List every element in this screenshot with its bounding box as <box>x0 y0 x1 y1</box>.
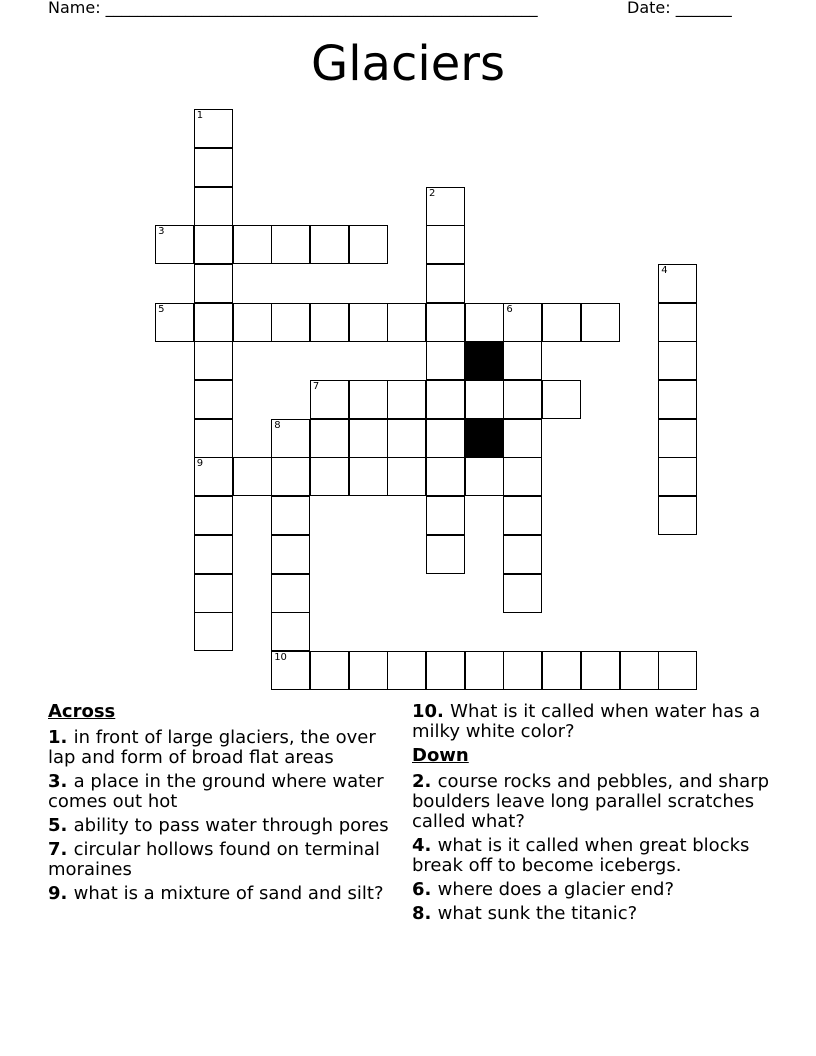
crossword-cell[interactable] <box>503 651 542 690</box>
crossword-cell[interactable] <box>310 457 349 496</box>
clue-number-label: 7 <box>312 381 320 392</box>
down-clue-list <box>412 772 772 924</box>
crossword-cell[interactable] <box>426 651 465 690</box>
date-field-label: Date: _______ <box>627 0 732 17</box>
crossword-cell[interactable] <box>194 264 233 303</box>
crossword-cell[interactable] <box>194 303 233 342</box>
crossword-cell[interactable] <box>658 264 697 303</box>
crossword-cell[interactable] <box>658 341 697 380</box>
across-clue-list <box>48 728 408 904</box>
clue-text: course rocks and pebbles, and sharp boulders leave long parallel scratches called what? <box>412 771 770 832</box>
down-clue <box>412 880 772 900</box>
crossword-cell[interactable] <box>503 535 542 574</box>
across-clue <box>412 702 772 742</box>
crossword-cell[interactable] <box>310 651 349 690</box>
crossword-cell[interactable] <box>233 303 272 342</box>
across-clue <box>48 840 408 880</box>
crossword-cell[interactable] <box>465 380 504 419</box>
clue-number: 9. <box>48 883 74 904</box>
across-clue <box>48 728 408 768</box>
crossword-cell[interactable] <box>658 380 697 419</box>
clue-number-label: 5 <box>158 303 165 315</box>
across-clue <box>48 816 408 836</box>
crossword-cell[interactable] <box>426 303 465 342</box>
crossword-cell[interactable] <box>271 419 310 458</box>
crossword-cell[interactable] <box>349 225 388 264</box>
across-clue-overflow <box>412 702 772 742</box>
crossword-cell[interactable] <box>620 651 659 690</box>
clue-number-label: 1 <box>196 110 204 122</box>
clue-number: 6. <box>412 879 438 900</box>
across-clue <box>48 772 408 812</box>
crossword-cell[interactable] <box>658 457 697 496</box>
crossword-cell[interactable] <box>658 419 697 458</box>
name-field-label: Name: ______________________________________________________ <box>48 0 538 17</box>
crossword-cell[interactable] <box>349 457 388 496</box>
page-title: Glaciers <box>311 36 505 92</box>
crossword-cell[interactable] <box>542 380 581 419</box>
crossword-cell[interactable] <box>581 303 620 342</box>
clue-text: in front of large glaciers, the over lap and form of broad flat areas <box>48 727 376 768</box>
clues-left-column <box>48 702 408 908</box>
down-clue <box>412 772 772 832</box>
crossword-cell[interactable] <box>542 303 581 342</box>
clue-text: ability to pass water through pores <box>73 815 389 836</box>
clue-text: where does a glacier end? <box>437 879 675 900</box>
blocked-cell <box>465 419 504 458</box>
crossword-cell[interactable] <box>349 303 388 342</box>
crossword-cell[interactable] <box>271 457 310 496</box>
crossword-cell[interactable] <box>503 457 542 496</box>
crossword-cell[interactable] <box>271 303 310 342</box>
across-clue <box>48 884 408 904</box>
crossword-cell[interactable] <box>426 496 465 535</box>
crossword-cell[interactable] <box>581 651 620 690</box>
crossword-cell[interactable] <box>271 496 310 535</box>
crossword-cell[interactable] <box>194 612 233 651</box>
crossword-cell[interactable] <box>194 457 233 496</box>
clue-text: a place in the ground where water comes out hot <box>48 771 384 812</box>
crossword-cell[interactable] <box>349 651 388 690</box>
clue-text: circular hollows found on terminal moraines <box>48 839 380 880</box>
crossword-cell[interactable] <box>503 380 542 419</box>
clue-text: what sunk the titanic? <box>437 903 638 924</box>
crossword-cell[interactable] <box>233 225 272 264</box>
crossword-cell[interactable] <box>310 419 349 458</box>
clue-text: what is it called when great blocks break off to become icebergs. <box>412 835 750 876</box>
clue-number-label: 3 <box>158 226 165 238</box>
clue-number: 8. <box>412 903 438 924</box>
crossword-cell[interactable] <box>387 457 426 496</box>
clue-number: 7. <box>48 839 74 860</box>
crossword-cell[interactable] <box>271 574 310 613</box>
down-clue <box>412 836 772 876</box>
crossword-cell[interactable] <box>349 380 388 419</box>
crossword-cell[interactable] <box>387 419 426 458</box>
crossword-cell[interactable] <box>349 419 388 458</box>
crossword-cell[interactable] <box>426 380 465 419</box>
crossword-cell[interactable] <box>426 341 465 380</box>
crossword-cell[interactable] <box>503 574 542 613</box>
blocked-cell <box>465 341 504 380</box>
clue-number-label: 6 <box>506 303 513 315</box>
crossword-cell[interactable] <box>426 419 465 458</box>
crossword-cell[interactable] <box>194 187 233 226</box>
crossword-cell[interactable] <box>310 303 349 342</box>
crossword-cell[interactable] <box>426 457 465 496</box>
crossword-cell[interactable] <box>658 303 697 342</box>
down-clue <box>412 904 772 924</box>
clue-number-label: 8 <box>274 419 281 431</box>
clue-number: 3. <box>48 771 74 792</box>
crossword-cell[interactable] <box>503 341 542 380</box>
crossword-cell[interactable] <box>542 651 581 690</box>
clue-number-label: 2 <box>429 187 436 199</box>
clue-number: 5. <box>48 815 74 836</box>
crossword-cell[interactable] <box>194 496 233 535</box>
crossword-cell[interactable] <box>387 380 426 419</box>
crossword-cell[interactable] <box>194 225 233 264</box>
crossword-cell[interactable] <box>503 303 542 342</box>
clue-number-label: 9 <box>196 458 204 470</box>
clue-text: What is it called when water has a milky white color? <box>412 701 761 742</box>
clue-number-label: 10 <box>274 651 287 663</box>
crossword-cell[interactable] <box>465 457 504 496</box>
crossword-cell[interactable] <box>194 380 233 419</box>
crossword-cell[interactable] <box>310 380 349 419</box>
crossword-cell[interactable] <box>194 341 233 380</box>
clue-number: 10. <box>412 701 451 722</box>
crossword-cell[interactable] <box>503 496 542 535</box>
crossword-cell[interactable] <box>271 612 310 651</box>
clue-number-label: 4 <box>661 264 668 276</box>
crossword-cell[interactable] <box>465 651 504 690</box>
crossword-cell[interactable] <box>426 535 465 574</box>
crossword-cell[interactable] <box>155 225 194 264</box>
clues-right-column <box>412 702 772 928</box>
crossword-cell[interactable] <box>233 457 272 496</box>
across-heading: Across <box>48 701 116 722</box>
clue-number: 4. <box>412 835 438 856</box>
crossword-cell[interactable] <box>387 651 426 690</box>
crossword-cell[interactable] <box>194 535 233 574</box>
crossword-cell[interactable] <box>387 303 426 342</box>
crossword-cell[interactable] <box>658 651 697 690</box>
down-heading: Down <box>412 745 469 766</box>
crossword-cell[interactable] <box>426 225 465 264</box>
crossword-cell[interactable] <box>194 419 233 458</box>
crossword-cell[interactable] <box>194 148 233 187</box>
crossword-cell[interactable] <box>271 225 310 264</box>
clue-number: 1. <box>48 727 74 748</box>
crossword-cell[interactable] <box>426 187 465 226</box>
crossword-cell[interactable] <box>194 109 233 148</box>
clue-number: 2. <box>412 771 438 792</box>
crossword-cell[interactable] <box>194 574 233 613</box>
crossword-cell[interactable] <box>310 225 349 264</box>
crossword-cell[interactable] <box>426 264 465 303</box>
crossword-cell[interactable] <box>155 303 194 342</box>
crossword-cell[interactable] <box>658 496 697 535</box>
crossword-cell[interactable] <box>271 535 310 574</box>
crossword-cell[interactable] <box>271 651 310 690</box>
clue-text: what is a mixture of sand and silt? <box>73 883 384 904</box>
crossword-cell[interactable] <box>503 419 542 458</box>
crossword-cell[interactable] <box>465 303 504 342</box>
